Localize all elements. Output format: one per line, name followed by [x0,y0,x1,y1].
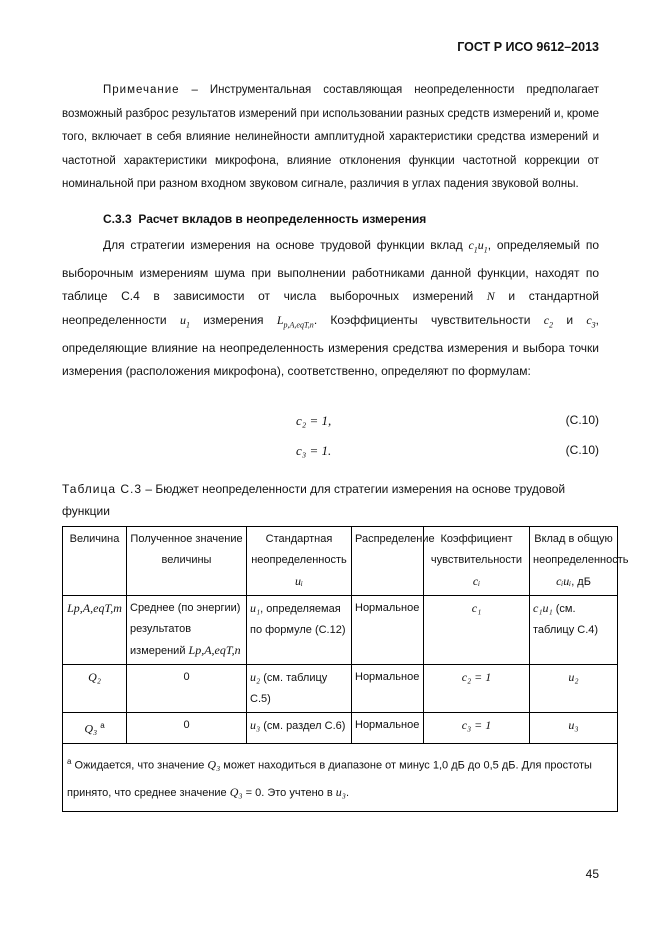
cell-distribution: Нормальное [352,713,424,744]
formula-c3: c₃ = 1. [296,443,332,458]
para-text-4: измерения [189,312,277,327]
note-paragraph [62,79,599,197]
cell-uncertainty: u₃ (см. раздел С.6) [247,713,352,744]
table-row [63,596,618,665]
cell-value: 0 [127,713,247,744]
table-header-row [63,527,618,596]
page-number: 45 [585,867,599,881]
table-row [63,713,618,744]
symbol-L: $L_{p,A,eqT,n}$ [276,312,314,330]
document-header: ГОСТ Р ИСО 9612–2013 [457,40,599,54]
cell-distribution: Нормальное [352,665,424,713]
para-text-1: Для стратегии измерения на основе трудовой функции вклад [103,238,469,252]
para-text-7: , определяющие влияние на неопределенность измерения средства измерения и выбора точки измерения (расположения микрофона), соответственно, определяют по формулам: [62,312,599,379]
cell-contribution: u₃ [530,713,618,744]
para-text-3: и стандартной неопределенности [62,289,599,327]
table-caption [62,478,599,522]
para-text-5: . Коэффициенты чувствительности [313,312,544,327]
cell-value: 0 [127,665,247,713]
cell-contribution: c₁u₁ (см. таблицу С.4) [530,596,618,665]
cell-value: Среднее (по энергии) результатов измерений Lp,A,eqT,n [127,596,247,665]
table-caption-label: Таблица С.3 [62,482,143,496]
section-number: С.3.3 [103,212,132,226]
symbol-u1: $u_1$ [179,312,190,330]
header-uncertainty: Стандартная неопределенность uᵢ [247,527,352,596]
symbol-c3: $c_3$ [586,312,596,330]
cell-coefficient: c₁ [424,596,530,665]
table-footnote: $^а$ Ожидается, что значение Q₃ может находиться в диапазоне от минус 1,0 дБ до 0,5 дБ. Для простоты принято, что среднее значение Q₃ = 0. Это учтено в u₃. [63,743,618,812]
cell-coefficient: c₃ = 1 [424,713,530,744]
table-row [63,665,618,713]
symbol-N: N [486,289,495,304]
cell-uncertainty: u₁, определяемая по формуле (С.12) [247,596,352,665]
cell-quantity: Q₃ $^а$ [63,713,127,744]
formula-c2: c₂ = 1, [296,413,332,428]
para-text-2: , определяемый по выборочным измерениям шума при выполнении работниками данной функции, находят по таблице С.4 в зависимости от числа выборочных измерений [62,238,599,304]
header-coefficient: Коэффициент чувствительности cᵢ [424,527,530,596]
table-footnote-row [63,743,618,812]
formula-c3-number: (С.10) [565,443,599,457]
formula-c2-number: (С.10) [565,413,599,427]
symbol-c2: $c_2$ [543,312,554,330]
symbol-c1u1: $c_1u_1$ [468,238,488,255]
header-value: Полученное значение величины [127,527,247,596]
cell-coefficient: c₂ = 1 [424,665,530,713]
cell-quantity: Q₂ [63,665,127,713]
cell-quantity: Lp,A,eqT,m [63,596,127,665]
header-contribution: Вклад в общую неопределенность cᵢuᵢ, дБ [530,527,618,596]
cell-contribution: u₂ [530,665,618,713]
uncertainty-budget-table [62,526,629,812]
note-label: Примечание [103,84,180,96]
table-caption-text: – Бюджет неопределенности для стратегии измерения на основе трудовой функции [62,482,566,518]
header-distribution: Распределение [352,527,424,596]
section-title: Расчет вкладов в неопределенность измерения [138,212,427,226]
section-heading [103,212,426,226]
cell-uncertainty: u₂ (см. таблицу С.5) [247,665,352,713]
note-text: – Инструментальная составляющая неопределенности предполагает возможный разброс результатов измерений при использовании разных средств измерений и, кроме того, включает в себя влияние нелинейности амплитудной характеристики средства измерений и частотной характеристики микрофона, влияние отклонения функции частотной коррекции от номинальной при разном входном звуковом сигнале, различия в углах падения звуковой волны. [62,84,599,190]
body-paragraph [62,234,599,384]
cell-distribution: Нормальное [352,596,424,665]
header-quantity: Величина [63,527,127,596]
para-text-6: и [553,312,587,327]
